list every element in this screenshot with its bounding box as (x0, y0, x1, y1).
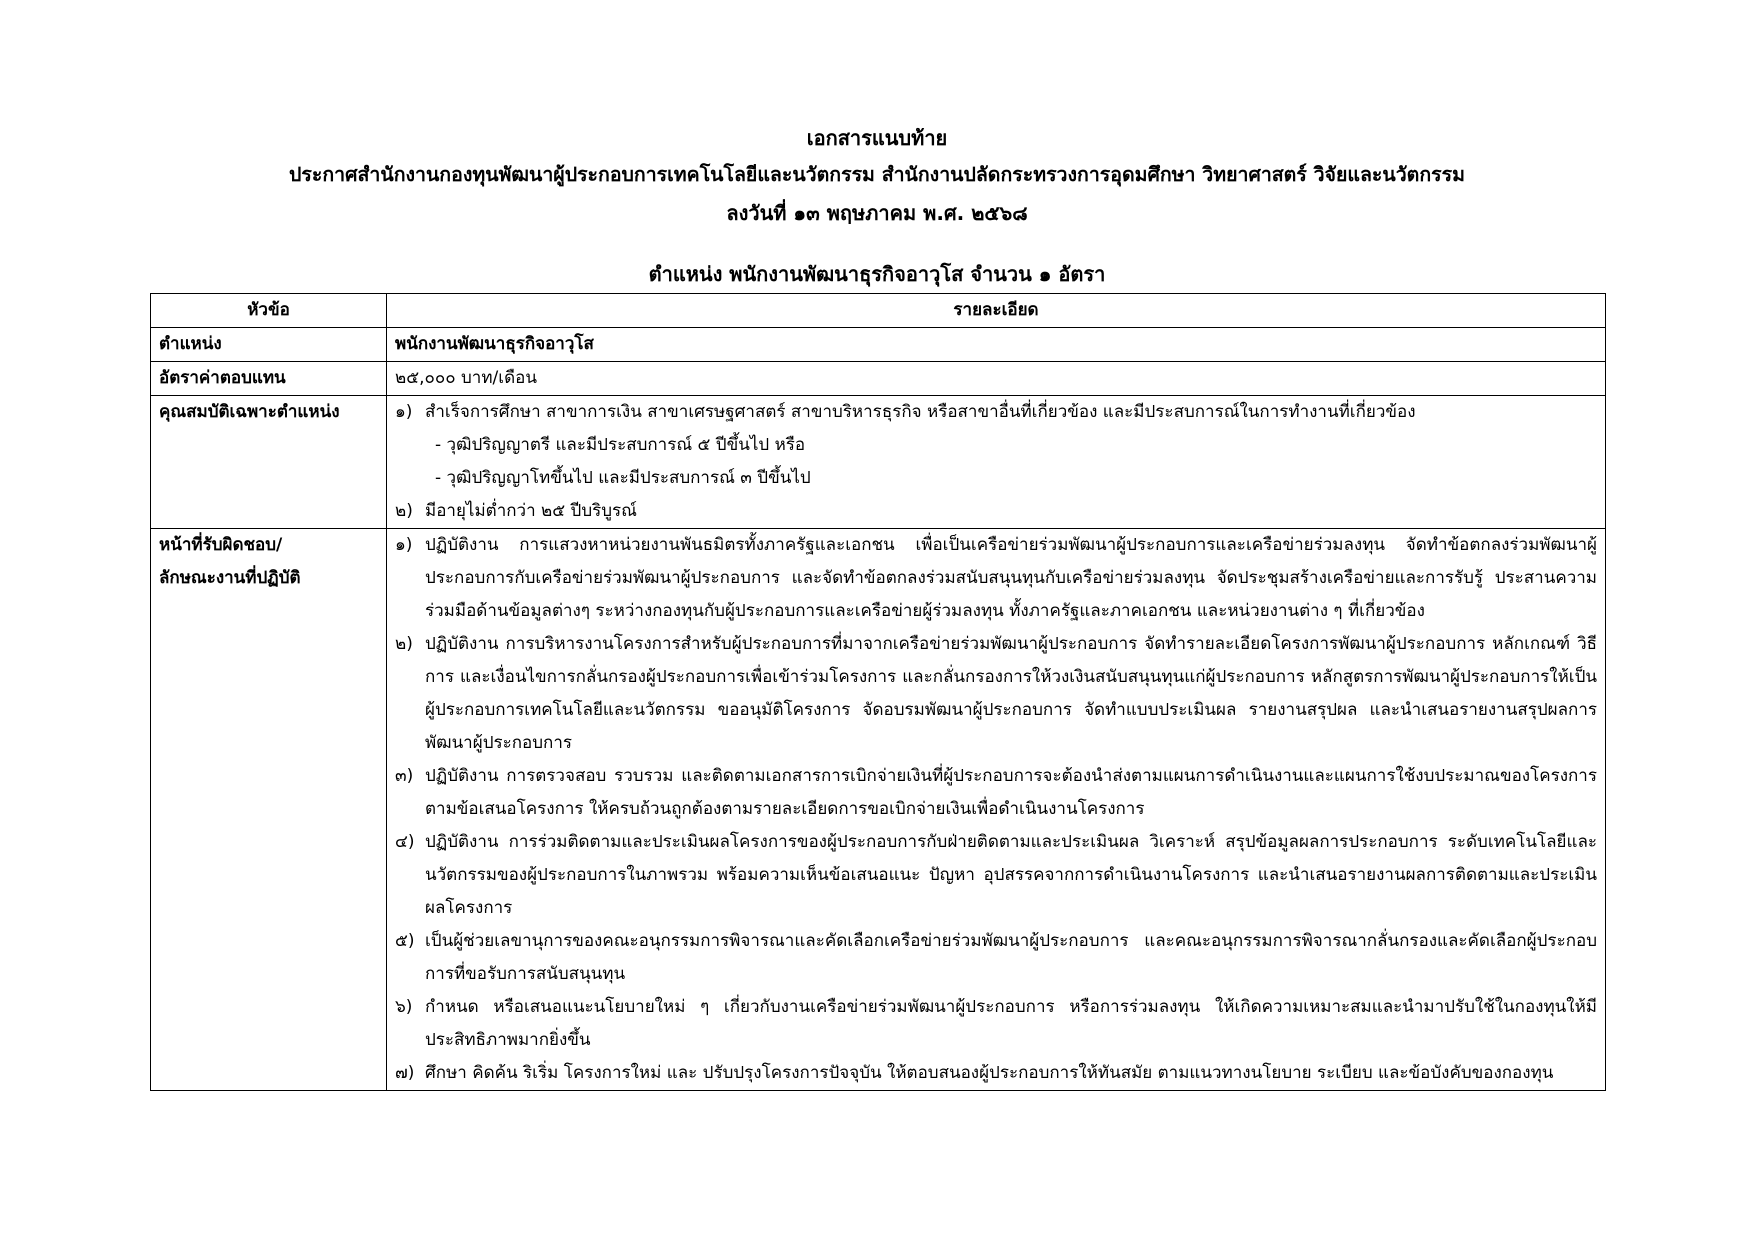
table-row-duties (151, 529, 1606, 1091)
list-subitem: - วุฒิปริญญาตรี และมีประสบการณ์ ๕ ปีขึ้นไป หรือ (435, 435, 806, 455)
item-text: ปฏิบัติงาน การร่วมติดตามและประเมินผลโครงการของผู้ประกอบการกับฝ่ายติดตามและประเมินผล วิเคราะห์ สรุปข้อมูลผลการประกอบการ ระดับเทคโนโลยีและนวัตกรรมของผู้ประกอบการในภาพรวม พร้อมความเห็นข้อเสนอแนะ ปัญหา อุปสรรคจากการดำเนินงานโครงการ และนำเสนอรายงานผลการติดตามและประเมินผลโครงการ (425, 832, 1597, 918)
list-item (395, 628, 1597, 760)
item-number: ๒) (395, 634, 413, 654)
item-text: สำเร็จการศึกษา สาขาการเงิน สาขาเศรษฐศาสตร์ สาขาบริหารธุรกิจ หรือสาขาอื่นที่เกี่ยวข้อง และมีประสบการณ์ในการทำงานที่เกี่ยวข้อง (425, 402, 1416, 422)
col-header-detail: รายละเอียด (387, 294, 1606, 328)
position-heading: ตำแหน่ง พนักงานพัฒนาธุรกิจอาวุโส จำนวน ๑ อัตรา (648, 262, 1106, 286)
item-text: มีอายุไม่ต่ำกว่า ๒๕ ปีบริบูรณ์ (425, 501, 637, 521)
table-row-position (151, 328, 1606, 362)
salary-value: ๒๕,๐๐๐ บาท/เดือน (387, 362, 1606, 396)
item-number: ๒) (395, 501, 413, 521)
item-text: ศึกษา คิดค้น ริเริ่ม โครงการใหม่ และ ปรับปรุงโครงการปัจจุบัน ให้ตอบสนองผู้ประกอบการให้ทันสมัย ตามแนวทางนโยบาย ระเบียบ และข้อบังคับของกองทุน (425, 1063, 1554, 1083)
qualification-list (387, 396, 1606, 529)
list-item (395, 925, 1597, 991)
list-item (395, 529, 1597, 628)
item-number: ๔) (395, 832, 415, 852)
item-text: ปฏิบัติงาน การแสวงหาหน่วยงานพันธมิตรทั้งภาครัฐและเอกชน เพื่อเป็นเครือข่ายร่วมพัฒนาผู้ประกอบการและเครือข่ายร่วมลงทุน จัดทำข้อตกลงร่วมพัฒนาผู้ประกอบการกับเครือข่ายร่วมพัฒนาผู้ประกอบการ และจัดทำข้อตกลงร่วมสนับสนุนทุนกับเครือข่ายร่วมลงทุน จัดประชุมสร้างเครือข่ายและการรับรู้ ประสานความร่วมมือด้านข้อมูลต่างๆ ระหว่างกองทุนกับผู้ประกอบการและเครือข่ายผู้ร่วมลงทุน ทั้งภาครัฐและภาคเอกชน และหน่วยงานต่าง ๆ ที่เกี่ยวข้อง (425, 535, 1597, 621)
duties-list (387, 529, 1606, 1091)
item-text: กำหนด หรือเสนอแนะนโยบายใหม่ ๆ เกี่ยวกับงานเครือข่ายร่วมพัฒนาผู้ประกอบการ หรือการร่วมลงทุน ให้เกิดความเหมาะสมและนำมาปรับใช้ในกองทุนให้มีประสิทธิภาพมากยิ่งขึ้น (425, 997, 1597, 1050)
table-row-salary (151, 362, 1606, 396)
list-subitem: - วุฒิปริญญาโทขึ้นไป และมีประสบการณ์ ๓ ปีขึ้นไป (435, 468, 811, 488)
date-line: ลงวันที่ ๑๓ พฤษภาคม พ.ศ. ๒๕๖๘ (726, 201, 1028, 225)
qualification-label: คุณสมบัติเฉพาะตำแหน่ง (151, 396, 387, 529)
list-item (395, 991, 1597, 1057)
col-header-topic: หัวข้อ (151, 294, 387, 328)
item-text: เป็นผู้ช่วยเลขานุการของคณะอนุกรรมการพิจารณาและคัดเลือกเครือข่ายร่วมพัฒนาผู้ประกอบการ และคณะอนุกรรมการพิจารณากลั่นกรองและคัดเลือกผู้ประกอบการที่ขอรับการสนับสนุนทุน (425, 931, 1597, 984)
announcement-line: ประกาศสำนักงานกองทุนพัฒนาผู้ประกอบการเทคโนโลยีและนวัตกรรม สำนักงานปลัดกระทรวงการอุดมศึกษา วิทยาศาสตร์ วิจัยและนวัตกรรม (289, 163, 1465, 186)
item-text: ปฏิบัติงาน การตรวจสอบ รวบรวม และติดตามเอกสารการเบิกจ่ายเงินที่ผู้ประกอบการจะต้องนำส่งตามแผนการดำเนินงานและแผนการใช้งบประมาณของโครงการตามข้อเสนอโครงการ ให้ครบถ้วนถูกต้องตามรายละเอียดการขอเบิกจ่ายเงินเพื่อดำเนินงานโครงการ (425, 766, 1597, 819)
document-title: เอกสารแนบท้าย (806, 126, 948, 150)
item-number: ๑) (395, 402, 413, 422)
list-item (395, 396, 1597, 429)
item-text: ปฏิบัติงาน การบริหารงานโครงการสำหรับผู้ประกอบการที่มาจากเครือข่ายร่วมพัฒนาผู้ประกอบการ จัดทำรายละเอียดโครงการพัฒนาผู้ประกอบการ หลักเกณฑ์ วิธีการ และเงื่อนไขการกลั่นกรองผู้ประกอบการเพื่อเข้าร่วมโครงการ และกลั่นกรองการให้วงเงินสนับสนุนทุนแก่ผู้ประกอบการ หลักสูตรการพัฒนาผู้ประกอบการให้เป็นผู้ประกอบการเทคโนโลยีและนวัตกรรม ขออนุมัติโครงการ จัดอบรมพัฒนาผู้ประกอบการ จัดทำแบบประเมินผล รายงานสรุปผล และนำเสนอรายงานสรุปผลการพัฒนาผู้ประกอบการ (425, 634, 1597, 753)
duties-label-line: ลักษณะงานที่ปฏิบัติ (159, 568, 301, 588)
table-header-row (151, 294, 1606, 328)
duties-label (151, 529, 387, 1091)
job-spec-table (150, 293, 1606, 1091)
position-value: พนักงานพัฒนาธุรกิจอาวุโส (387, 328, 1606, 362)
item-number: ๓) (395, 766, 414, 786)
position-label: ตำแหน่ง (151, 328, 387, 362)
list-item (395, 495, 1597, 528)
salary-label: อัตราค่าตอบแทน (151, 362, 387, 396)
duties-label-line: หน้าที่รับผิดชอบ/ (159, 535, 283, 555)
table-row-qualifications (151, 396, 1606, 529)
item-number: ๗) (395, 1063, 415, 1083)
list-item (395, 826, 1597, 925)
item-number: ๕) (395, 931, 415, 951)
list-item (395, 760, 1597, 826)
list-item (395, 1057, 1597, 1090)
item-number: ๑) (395, 535, 413, 555)
item-number: ๖) (395, 997, 413, 1017)
